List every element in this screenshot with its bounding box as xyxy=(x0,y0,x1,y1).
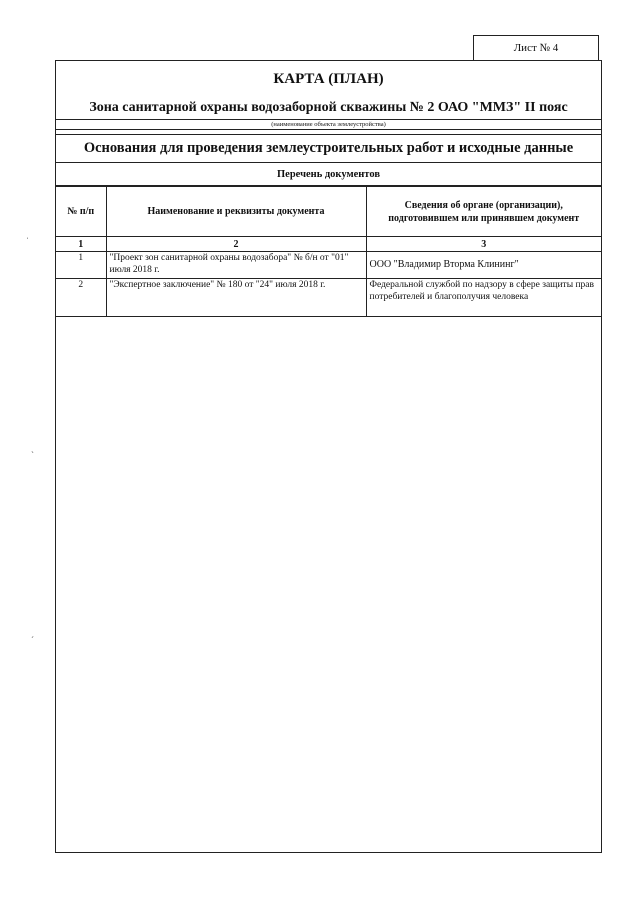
sheet-number: Лист № 4 xyxy=(473,35,599,60)
column-number: 1 xyxy=(56,237,106,252)
row-number: 1 xyxy=(56,252,106,279)
scan-mark: ˏ xyxy=(31,443,34,453)
object-caption: (наименование объекта землеустройства) xyxy=(56,120,601,130)
organization-name: Федеральной службой по надзору в сфере защиты прав потребителей и благополучия человека xyxy=(366,279,601,317)
table-header-row xyxy=(56,187,601,237)
row-number: 2 xyxy=(56,279,106,317)
document-frame xyxy=(55,60,602,853)
list-title: Перечень документов xyxy=(56,163,601,186)
document-name: "Экспертное заключение" № 180 от "24" июля 2018 г. xyxy=(106,279,366,317)
table-row xyxy=(56,252,601,279)
column-number: 2 xyxy=(106,237,366,252)
column-header-organization: Сведения об органе (организации), подготовившем или принявшем документ xyxy=(366,187,601,237)
column-header-document: Наименование и реквизиты документа xyxy=(106,187,366,237)
scan-mark: ˊ xyxy=(31,635,34,645)
page-title: КАРТА (ПЛАН) xyxy=(273,70,384,87)
object-name: Зона санитарной охраны водозаборной скважины № 2 ОАО "ММЗ" II пояс xyxy=(56,97,601,120)
organization-name: ООО "Владимир Вторма Клининг" xyxy=(366,252,601,279)
documents-table xyxy=(56,186,601,317)
column-header-number: № п/п xyxy=(56,187,106,237)
column-number: 3 xyxy=(366,237,601,252)
section-title: Основания для проведения землеустроительных работ и исходные данные xyxy=(56,135,601,163)
column-number-row xyxy=(56,237,601,252)
scan-mark: ˈ xyxy=(26,236,29,246)
document-name: "Проект зон санитарной охраны водозабора" № б/н от "01" июля 2018 г. xyxy=(106,252,366,279)
table-row xyxy=(56,279,601,317)
